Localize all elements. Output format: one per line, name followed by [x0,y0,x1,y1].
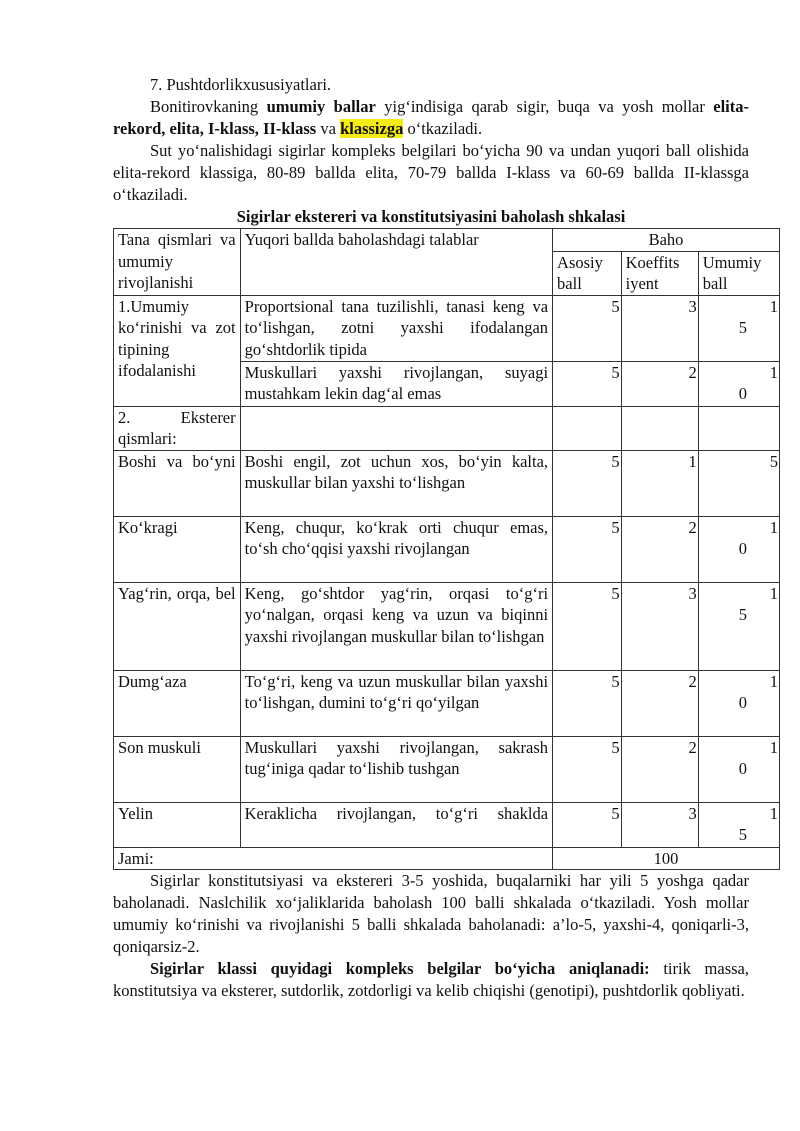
koeff-value: 3 [688,296,697,316]
umumiy-value-bottom: 0 [738,383,747,403]
umumiy-cell [698,295,779,361]
umumiy-value-top: 1 [769,737,778,757]
umumiy-cell [698,361,779,406]
requirement-cell: Keng, chuqur, ko‘krak orti chuqur emas, to‘sh cho‘qqisi yaxshi rivojlangan [240,516,552,582]
header-umumiy: Umumiy ball [698,251,779,295]
umumiy-value-bottom: 5 [738,604,747,624]
requirement-cell: Muskullari yaxshi rivojlangan, sakrash tug‘iniga qadar to‘lishib tushgan [240,736,552,802]
asosiy-cell [553,450,622,516]
paragraph-bonitirovka [113,96,749,140]
koeff-cell [621,736,698,802]
highlighted-text: klassizga [340,119,404,138]
empty-cell [621,406,698,450]
table-row [114,406,780,450]
requirement-cell: To‘g‘ri, keng va uzun muskullar bilan yaxshi to‘lishgan, dumini to‘g‘ri qo‘yilgan [240,670,552,736]
body-part-cell: Yag‘rin, orqa, bel [114,582,241,670]
umumiy-cell [698,670,779,736]
koeff-cell [621,450,698,516]
text-run: yig‘indisiga qarab sigir, buqa va yosh mollar [375,97,714,116]
bold-text: elita-rekord, elita, I-klass, II-klass [113,97,749,138]
text-run: Bonitirovkaning [150,97,267,116]
requirement-cell: Keraklicha rivojlangan, to‘g‘ri shaklda [240,802,552,847]
table-total-row [114,847,780,870]
table-row [114,802,780,847]
table-caption: Sigirlar ekstereri va konstitutsiyasini baholash shkalasi [236,207,626,226]
requirement-cell: Proportsional tana tuzilishli, tanasi keng va to‘lishgan, zotni yaxshi ifodalangan go‘shtdorlik tipida [240,295,552,361]
asosiy-cell [553,802,622,847]
asosiy-value: 5 [611,296,620,316]
total-value: 100 [553,847,780,870]
table-row [114,295,780,361]
header-body-parts: Tana qismlari va umumiy rivojlanishi [114,229,241,296]
text-run: tirik massa, konstitutsiya va eksterer, sutdorlik, zotdorligi va kelib chiqishi (genotipi), pushtdorlik qobliyati. [113,959,749,1000]
header-requirements: Yuqori ballda baholashdagi talablar [240,229,552,296]
asosiy-cell [553,361,622,406]
umumiy-value-bottom: 5 [738,317,747,337]
koeff-value: 1 [688,451,697,471]
body-part-cell: Boshi va bo‘yni [114,450,241,516]
umumiy-cell [698,516,779,582]
text-run: va [316,119,341,138]
umumiy-value-bottom: 0 [738,692,747,712]
header-asosiy: Asosiy ball [553,251,622,295]
empty-cell [240,406,552,450]
body-part-cell: Dumg‘aza [114,670,241,736]
body-part-cell: Ko‘kragi [114,516,241,582]
koeff-value: 3 [688,583,697,603]
koeff-value: 2 [688,517,697,537]
asosiy-cell [553,295,622,361]
koeff-value: 3 [688,803,697,823]
document-page [113,74,778,1002]
umumiy-value-bottom: 5 [738,824,747,844]
asosiy-value: 5 [611,451,620,471]
requirement-cell: Keng, go‘shtdor yag‘rin, orqasi to‘g‘ri yo‘nalgan, orqasi keng va uzun va biqinni yaxshi rivojlangan muskullar bilan to‘lishgan [240,582,552,670]
table-row [114,736,780,802]
table-row [114,670,780,736]
koeff-cell [621,670,698,736]
asosiy-cell [553,582,622,670]
umumiy-value-top: 1 [769,517,778,537]
paragraph-heading: 7. Pushtdorlikxususiyatlari. [150,75,332,94]
umumiy-value-top: 1 [769,803,778,823]
body-part-cell: Son muskuli [114,736,241,802]
header-koeff: Koeffits iyent [621,251,698,295]
table-row [114,516,780,582]
empty-cell [553,406,622,450]
koeff-cell [621,516,698,582]
asosiy-value: 5 [611,583,620,603]
umumiy-value-top: 1 [769,671,778,691]
umumiy-cell [698,450,779,516]
umumiy-value-top: 5 [769,451,778,471]
umumiy-value-bottom: 0 [738,758,747,778]
koeff-value: 2 [688,671,697,691]
asosiy-cell [553,736,622,802]
asosiy-value: 5 [611,362,620,382]
table-header-row [114,229,780,252]
asosiy-value: 5 [611,671,620,691]
asosiy-value: 5 [611,517,620,537]
umumiy-cell [698,582,779,670]
umumiy-value-bottom: 0 [738,538,747,558]
requirement-cell: Boshi engil, zot uchun xos, bo‘yin kalta, muskullar bilan yaxshi to‘lishgan [240,450,552,516]
section-general: 1.Umumiy ko‘rinishi va zot tipining ifodalanishi [114,295,241,406]
asosiy-value: 5 [611,737,620,757]
umumiy-cell [698,736,779,802]
umumiy-value-top: 1 [769,583,778,603]
empty-cell [698,406,779,450]
bold-text: Sigirlar klassi quyidagi kompleks belgilar bo‘yicha aniqlanadi: [150,959,650,978]
koeff-cell [621,361,698,406]
evaluation-table [113,228,780,870]
table-row [114,450,780,516]
umumiy-value-top: 1 [769,362,778,382]
koeff-cell [621,802,698,847]
paragraph-cow-class [113,958,749,1002]
text-run: o‘tkaziladi. [403,119,483,138]
bold-text: umumiy ballar [266,97,376,116]
paragraph-evaluation-age: Sigirlar konstitutsiyasi va ekstereri 3-5 yoshida, buqalarniki har yili 5 yoshga qadar baholanadi. Naslchilik xo‘jaliklarida baholash 100 balli shkalada o‘tkaziladi. Yosh mollar umumiy ko‘rinishi va rivojlanishi 5 balli shkalada baholanadi: a’lo-5, yaxshi-4, qoniqarli-3, qoniqarsiz-2. [113,871,749,956]
asosiy-value: 5 [611,803,620,823]
body-part-cell: Yelin [114,802,241,847]
umumiy-cell [698,802,779,847]
umumiy-value-top: 1 [769,296,778,316]
table-row [114,582,780,670]
koeff-cell [621,295,698,361]
koeff-value: 2 [688,737,697,757]
asosiy-cell [553,670,622,736]
requirement-cell: Muskullari yaxshi rivojlangan, suyagi mustahkam lekin dag‘al emas [240,361,552,406]
asosiy-cell [553,516,622,582]
header-baho: Baho [553,229,780,252]
koeff-cell [621,582,698,670]
paragraph-classes: Sut yo‘nalishidagi sigirlar kompleks belgilari bo‘yicha 90 va undan yuqori ball olishida elita-rekord klassiga, 80-89 ballda elita, 70-79 ballda I-klass va 60-69 ballda II-klassga o‘tkaziladi. [113,141,749,204]
total-label: Jami: [114,847,553,870]
koeff-value: 2 [688,362,697,382]
section-exterior: 2. Eksterer qismlari: [114,406,241,450]
